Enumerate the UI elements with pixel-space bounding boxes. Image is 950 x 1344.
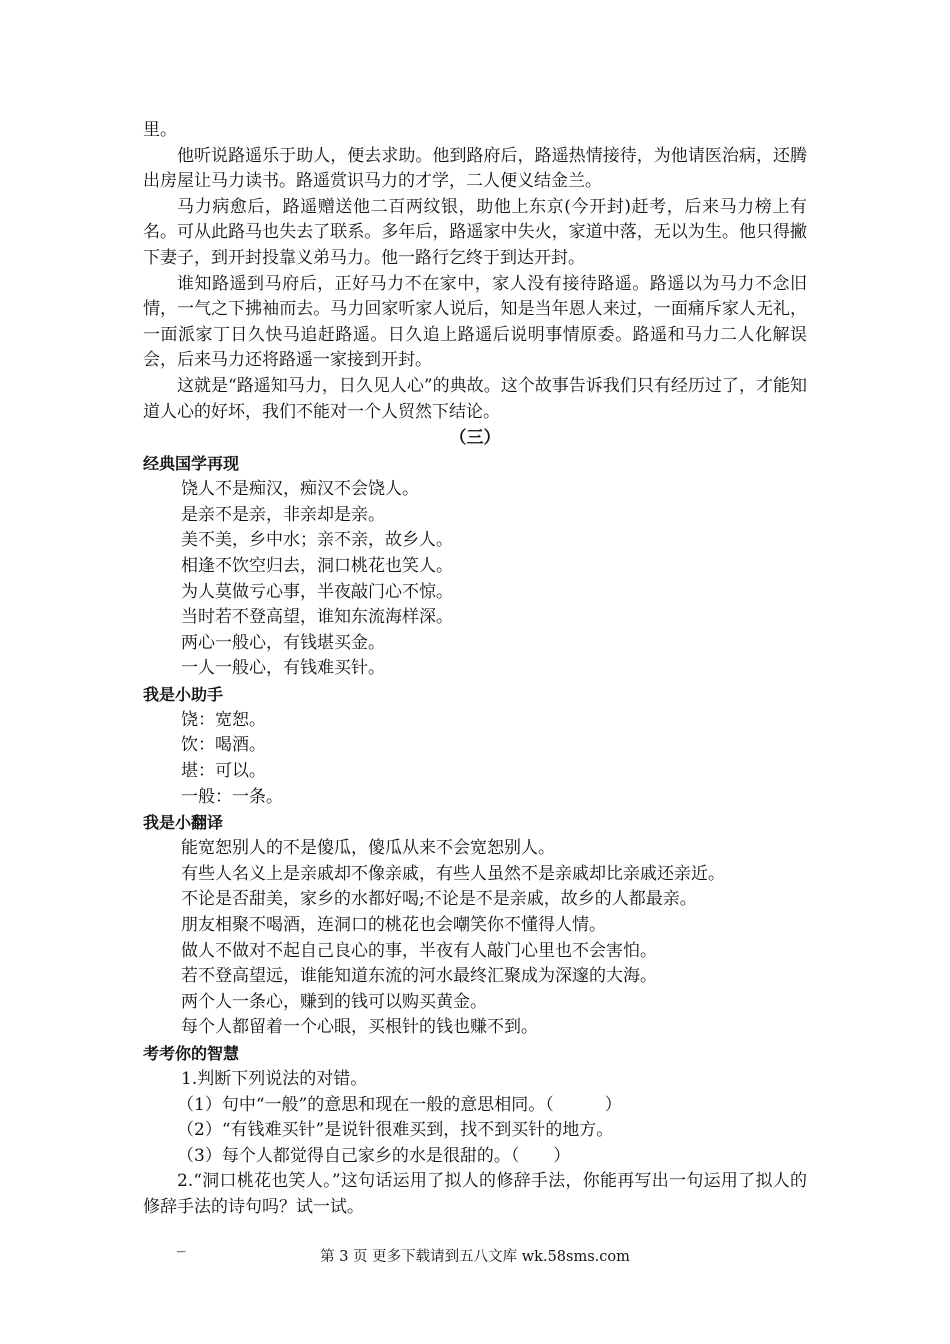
translator-line: 能宽恕别人的不是傻瓜，傻瓜从来不会宽恕别人。 [181, 838, 555, 859]
story-paragraph-2: 马力病愈后，路遥赠送他二百两纹银，助他上东京(今开封)赶考，后来马力榜上有名。可从此路马也失去了联系。多年后，路遥家中失火，家道中落，无以为生。他只得撇下妻子，到开封投靠义弟马力。他一路行乞终于到达开封。 [143, 196, 807, 268]
page-footer: 第 3 页 更多下载请到五八文库 wk.58sms.com [320, 1249, 630, 1265]
translator-line: 朋友相聚不喝酒，连洞口的桃花也会嘲笑你不懂得人情。 [181, 915, 606, 936]
classic-line: 为人莫做亏心事，半夜敲门心不惊。 [181, 581, 453, 602]
quiz-question-2: 2.“洞口桃花也笑人。”这句话运用了拟人的修辞手法，你能再写出一句运用了拟人的修辞手法的诗句吗？试一试。 [143, 1171, 807, 1217]
section-heading-translator: 我是小翻译 [143, 813, 224, 833]
translator-line: 有些人名义上是亲戚却不像亲戚，有些人虽然不是亲戚却比亲戚还亲近。 [181, 863, 725, 884]
helper-line: 一般：一条。 [181, 786, 283, 807]
helper-lines [143, 708, 807, 810]
part-title: （三） [449, 428, 501, 449]
translator-line: 不论是否甜美，家乡的水都好喝;不论是不是亲戚，故乡的人都最亲。 [181, 889, 697, 910]
translator-line: 两个人一条心，赚到的钱可以购买黄金。 [181, 991, 487, 1012]
quiz-question-1: 1.判断下列说法的对错。 [181, 1069, 368, 1089]
translator-line: 做人不做对不起自己良心的事，半夜有人敲门心里也不会害怕。 [181, 940, 657, 961]
story-paragraph-0: 里。 [143, 120, 177, 140]
translator-line: 若不登高望远，谁能知道东流的河水最终汇聚成为深邃的大海。 [181, 966, 657, 987]
classic-line: 美不美，乡中水；亲不亲，故乡人。 [181, 530, 453, 551]
quiz-item-3: （3）每个人都觉得自己家乡的水是很甜的。（ ） [177, 1145, 571, 1166]
classic-line: 两心一般心，有钱堪买金。 [181, 632, 385, 653]
classic-line: 当时若不登高望，谁知东流海样深。 [181, 607, 453, 628]
translator-line: 每个人都留着一个心眼，买根针的钱也赚不到。 [181, 1017, 538, 1038]
helper-line: 饮：喝酒。 [181, 735, 266, 756]
story-paragraph-4: 这就是“路遥知马力，日久见人心”的典故。这个故事告诉我们只有经历过了，才能知道人心的好坏，我们不能对一个人贸然下结论。 [143, 375, 807, 422]
classic-line: 饶人不是痴汉，痴汉不会饶人。 [181, 479, 419, 500]
quiz-item-1: （1）句中“一般”的意思和现在一般的意思相同。（ ） [177, 1094, 622, 1115]
helper-line: 堪：可以。 [181, 761, 266, 782]
section-heading-quiz: 考考你的智慧 [143, 1044, 240, 1063]
classic-line: 一人一般心，有钱难买针。 [181, 658, 385, 679]
story-paragraph-1: 他听说路遥乐于助人，便去求助。他到路府后，路遥热情接待，为他请医治病，还腾出房屋让马力读书。路遥赏识马力的才学，二人便义结金兰。 [143, 145, 807, 192]
classic-line: 相逢不饮空归去，洞口桃花也笑人。 [181, 555, 453, 576]
document-body [143, 118, 807, 1256]
answer-blank[interactable]: _ [177, 1232, 186, 1253]
quiz-item-2: （2）“有钱难买针”是说针很难买到，找不到买针的地方。 [177, 1120, 614, 1141]
classic-lines [143, 477, 807, 682]
story-paragraph-3: 谁知路遥到马府后，正好马力不在家中，家人没有接待路遥。路遥以为马力不念旧情，一气之下拂袖而去。马力回家听家人说后，知是当年恩人来过，一面痛斥家人无礼，一面派家丁日久快马追赶路遥。日久追上路遥后说明事情原委。路遥和马力二人化解误会，后来马力还将路遥一家接到开封。 [143, 273, 807, 371]
section-heading-helper: 我是小助手 [143, 684, 224, 704]
translator-lines [143, 836, 807, 1041]
classic-line: 是亲不是亲，非亲却是亲。 [181, 504, 385, 525]
helper-line: 饶：宽恕。 [181, 709, 266, 730]
section-heading-classic: 经典国学再现 [143, 454, 240, 474]
